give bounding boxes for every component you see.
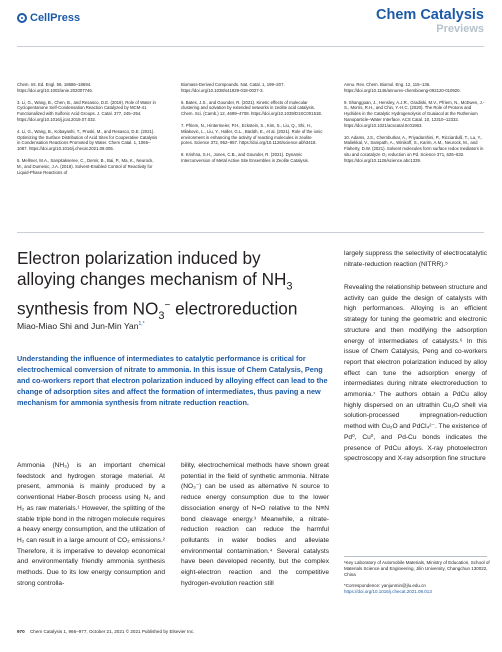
journal-masthead [376,8,484,36]
body-column-1: Ammonia (NH₃) is an important chemical feedstock and hydrogen storage material. At present, ammonia is mainly produced by a conventional Haber-Bosch process using N₂ and H₂ as raw materials.¹ However, the splitting of the stable triple bond in the nitrogen molecule requires a heavy energy consumption, and the utilization of H₂ can result in a large amount of CO₂ emissions.² Therefore, it is imperative to develop economical and environmentally friendly ammonia synthesis methods. Due to its low energy consumption and strong controlla- [17,462,165,587]
body-column-3-top: largely suppress the selectivity of electrocatalytic nitrate-reduction reaction (NITRR).⁵ [344,250,487,268]
article-authors [17,321,145,331]
header-rule [17,46,484,47]
reference-item: 9. Shangguan, J., Hensley, A.J.R., Gradiski, M.V., Pfriem, N., McEwen, J.-S., Morris, R.H., and Chin, Y.-H.C. (2020). The Role of Protons and Hydrides in the Catalytic Hydrogenolysis of Guaiacol at the Ruthenium Nanoparticle–Water Interface. ACS Catal. 10, 12310–12332. https://doi.org/10.1021/acscatal.0c01963. [344,99,485,128]
reference-item: 10. Adams, J.S., Chemburkar, A., Priyadarshini, P., Ricciardulli, T., Lu, Y., Maliekkal, V., Sampath, A., Winikoff, S., Karim, A.M., Neurock, M., and Flaherty, D.W. (2021). Solvent molecules form surface redox mediators in situ and cocatalyze O₂ reduction on Pd. Science 371, 626–632. https://doi.org/10.1126/science.abc1339. [344,134,484,163]
author-names: Miao-Miao Shi and Jun-Min Yan [17,321,139,331]
references-column-1 [17,82,159,181]
cellpress-logo-icon [17,13,27,23]
references-column-2 [181,82,323,170]
body-column-3: Revealing the relationship between structure and activity can guide the design of catalysts with high performances. Alloying is an efficient strategy for tuning the geometric and electronic structure and then modifying the adsorption energy of intermediates of catalysts.⁶ In this issue of Chem Catalysis, Peng and co-workers report that electron polarization induced by alloy effect can tune the adsorption energy of intermediates during nitrate electroreduction to ammonia.⁷ The authors obtain a PdCu alloy highly dispersed on an ultrathin Cu₂O shell via solution-processed impregnation-reduction method with Cu₂O and PdCl₄²⁻. The existence of Pd⁰, Cu⁰, and Pd-Cu bonds indicates the presence of PdCu alloys. X-ray photoelectron spectroscopy and X-ray adsorption fine structure [344,284,487,463]
footnote-doi-link[interactable]: https://doi.org/10.1016/j.checat.2021.09.013 [344,588,432,594]
footnote-affiliation: ¹Key Laboratory of Automobile Materials, Ministry of Education, School of Materials Science and Engineering, Jilin University, Changchun 130022, China [344,560,490,578]
body-column-2: bility, electrochemical methods have shown great potential in the field of synthetic ammonia. Nitrate (NO₃⁻) can be used as alternative N source to reduce energy consumption due to the lower dissociation energy of N=O relative to the N≡N bond cleavage energy.³ Meanwhile, a nitrate-reduction reaction can reduce the harmful pollutants in water bodies and alleviate environmental contamination.⁴ Several catalysts have been developed recently, but the complex eight-electron reaction and the competitive hydrogen-evolution reaction still [181,462,329,587]
journal-title: Chem Catalysis [376,7,484,23]
author-affiliation-mark: 1,* [138,321,145,328]
footer-citation: Chem Catalysis 1, 966–977, October 21, 2021 © 2021 Published by Elsevier Inc. [29,629,195,634]
reference-item: 6. Bates, J.S., and Gounder, R. (2021). Kinetic effects of molecular clustering and solvation by extended networks in zeolite acid catalysis. Chem. Sci. (Camb.) 12, 4699–4708. https://doi.org/10.1039/D1SC00151E. [181,99,323,117]
section-rule [17,232,484,233]
article-summary: Understanding the influence of intermediates to catalytic performance is critical for electrochemical conversion of nitrate to ammonia. In this issue of Chem Catalysis, Peng and co-workers report that electron polarization induced by alloying effect can lead to the change of adsorption sites and affect the formation of intermediates, thus paving a new mechanism for ammonia synthesis from nitrate reduction reaction. [17,354,328,407]
reference-item: 4. Li, G., Wang, B., Kobayashi, T., Pruski, M., and Resasco, D.E. (2021). Optimizing the Surface Distribution of Acid Sites for Cooperative Catalysis in Condensation Reactions Promoted by Water. Chem Catal. 1, 1065–1087. https://doi.org/10.1016/j.checat.2021.08.005. [17,128,158,152]
reference-item: Chem. Int. Ed. Engl. 59, 18686–18694. https://doi.org/10.1002/anie.202007746. [17,82,93,93]
reference-item: 5. Mellmer, M.A., Sanpitakseree, C., Demir, B., Bai, P., Ma, K., Neurock, M., and Dumesic, J.A. (2018). Solvent-Enabled Control of Reactivity for Liquid-Phase Reactions of [17,157,154,175]
article-title: Electron polarization induced by alloying changes mechanism of $NH_3$ synthesis from $NO_3^-$ electroreduction [17,248,298,323]
references-column-3 [344,82,486,170]
reference-item: 8. Krishna, S.H., Jones, C.B., and Gounder, R. (2021). Dynamic Interconversion of Metal Active Site Ensembles in Zeolite Catalysis. [181,152,310,163]
footnote-correspondence: *Correspondence: yanjunmin@jlu.edu.cn [344,582,426,588]
reference-item: Biomass-Derived Compounds. Nat. Catal. 1, 199–207. https://doi.org/10.1038/s41929-018-0027-3. [181,82,285,93]
reference-item: 7. Pfriem, N., Hintermeier, P.H., Eckstein, S., Kim, S., Liu, Q., Shi, H., Milakovic, L., Liu, Y., Haller, G.L., Baráth, E., et al. (2021). Role of the ionic environment in enhancing the activity of reacting molecules in zeolite pores. Science 372, 952–957. https://doi.org/10.1126/science.abh3418. [181,122,323,146]
reference-item: 3. Li, G., Wang, B., Chen, B., and Resasco, D.E. (2019). Role of Water in Cyclopentanone Self-Condensation Reaction Catalyzed by MCM-41 Functionalized with Sulfonic Acid Groups. J. Catal. 377, 245–254. https://doi.org/10.1016/j.jcat.2019.07.032. [17,99,156,122]
footnote [344,560,492,595]
journal-section: Previews [436,23,484,35]
page-number: 970 [17,629,25,634]
footnote-rule [344,556,487,557]
page-footer [17,629,194,634]
publisher-logo [17,12,80,24]
publisher-name: CellPress [30,12,81,24]
reference-item: Annu. Rev. Chem. Biomol. Eng. 12, 115–136. https://doi.org/10.1146/annurev-chembioeng-092120-010920. [344,82,461,93]
